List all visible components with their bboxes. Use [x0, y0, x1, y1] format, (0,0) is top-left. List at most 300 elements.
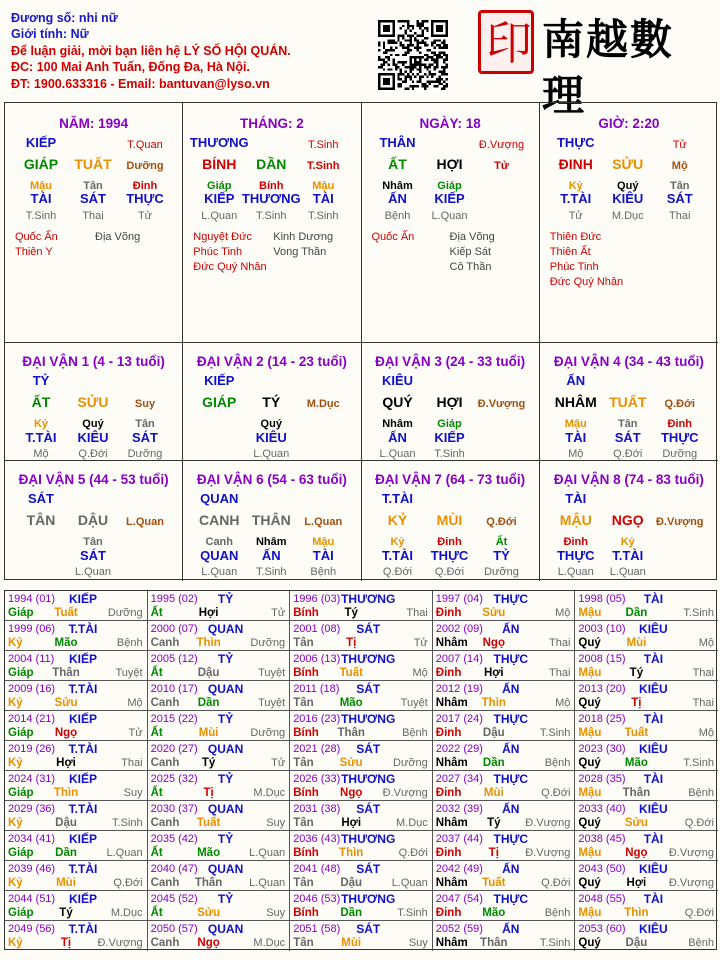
chart-grid [4, 102, 717, 580]
year-cell [148, 591, 291, 621]
dv-branch: TUẤT [609, 394, 647, 410]
dv-god: T.TÀI [381, 491, 414, 506]
year-age: 2052 (59) [435, 923, 483, 935]
heavenly-stem: GIÁP [23, 156, 59, 172]
year-stem: Giáp [8, 607, 34, 619]
year-age: 1996 (03) [293, 593, 341, 605]
dai-van-title: ĐẠI VẬN 4 (34 - 43 tuổi) [553, 354, 704, 369]
earthly-branch: SỬU [612, 156, 644, 172]
year-age: 2041 (48) [293, 863, 341, 875]
hidden-stem: Quý [617, 180, 639, 192]
dv-god: QUAN [200, 491, 239, 506]
year-age: 2027 (34) [435, 773, 483, 785]
year-age: 2049 (56) [8, 923, 56, 935]
year-god: KIẾP [68, 592, 98, 606]
year-god: THỰC [493, 772, 529, 786]
dv-hidden-god: ẤN [261, 548, 281, 563]
dv-hidden-god: SÁT [80, 548, 106, 563]
year-branch: Sửu [482, 607, 506, 619]
dai-van-1 [5, 343, 183, 461]
year-god: QUAN [207, 742, 244, 756]
dv-hidden-stem: Tân [617, 418, 638, 430]
year-state: Q.Đới [113, 877, 143, 889]
year-branch: Dậu [625, 937, 648, 949]
dv-state: Q.Đới [664, 398, 695, 410]
year-god: TỶ [217, 772, 234, 786]
year-stem: Đinh [435, 667, 462, 679]
dv-state: M.Dục [306, 398, 340, 410]
year-state: L.Quan [249, 847, 286, 859]
year-god: TỶ [217, 652, 234, 666]
year-age: 2029 (36) [8, 803, 56, 815]
year-state: Thai [406, 607, 428, 619]
year-state: Q.Đới [684, 817, 714, 829]
year-god: ẤN [502, 622, 520, 636]
dai-van-title: ĐẠI VẬN 2 (14 - 23 tuổi) [196, 354, 347, 369]
year-state: Bệnh [402, 727, 428, 739]
year-branch: Tuất [339, 667, 363, 679]
year-cell [290, 651, 433, 681]
year-branch: Mão [339, 697, 363, 709]
year-branch: Thân [52, 667, 80, 679]
year-stem: Giáp [8, 907, 34, 919]
year-branch: Dậu [482, 727, 505, 739]
dv-hidden-god: ẤN [388, 430, 407, 445]
hidden-state: Thai [82, 210, 104, 222]
year-branch: Thìn [196, 637, 221, 649]
year-branch: Mùi [341, 937, 362, 949]
hidden-god: SÁT [80, 191, 106, 206]
dv-god: TÀI [565, 491, 587, 506]
year-branch: Tị [60, 937, 72, 949]
year-cell [290, 891, 433, 921]
dv-hidden-state: T.Sinh [434, 448, 465, 460]
year-branch: Dần [340, 907, 363, 919]
year-stem: Mậu [578, 667, 602, 679]
hidden-state: Tử [568, 210, 583, 222]
top-state: T.Quan [127, 139, 163, 151]
dv-hidden-stem: Quý [260, 418, 282, 430]
year-cell [5, 621, 148, 651]
dv-hidden-god: KIẾP [434, 430, 465, 445]
year-god: QUAN [207, 862, 244, 876]
dai-van-7 [362, 461, 540, 581]
year-state: Thai [548, 637, 571, 649]
stem-state: Mộ [671, 160, 688, 172]
dv-hidden-state: Q.Đới [382, 566, 413, 578]
year-branch: Ngọ [340, 787, 363, 799]
hidden-god: ẤN [388, 191, 407, 206]
year-stem: Canh [150, 937, 180, 949]
year-god: TÀI [643, 592, 664, 606]
year-branch: Tuất [624, 727, 649, 739]
dv-hidden-state: Dưỡng [484, 566, 519, 578]
year-age: 2018 (25) [578, 713, 626, 725]
year-age: 2031 (38) [293, 803, 341, 815]
year-stem: Bính [293, 607, 319, 619]
year-branch: Hợi [198, 607, 219, 619]
star-right: Cô Thần [449, 261, 492, 273]
dv-hidden-stem: Tân [135, 418, 155, 430]
year-stem: Mậu [578, 907, 602, 919]
year-cell [433, 831, 576, 861]
dv-hidden-god: THỰC [430, 548, 469, 563]
dv-hidden-stem: Ất [495, 536, 508, 548]
dv-hidden-state: L.Quan [557, 566, 594, 578]
star-left: Thiên Ất [549, 246, 591, 258]
hidden-god: SÁT [666, 191, 693, 206]
year-state: Thai [548, 667, 571, 679]
year-state: Dưỡng [250, 637, 286, 649]
hidden-stem: Nhâm [382, 180, 413, 192]
year-branch: Dần [55, 847, 77, 859]
year-age: 2002 (09) [435, 623, 483, 635]
year-god: SÁT [356, 922, 381, 936]
year-state: T.Sinh [112, 817, 143, 829]
year-cell [5, 651, 148, 681]
yearly-table [4, 590, 717, 950]
year-god: ẤN [502, 742, 520, 756]
year-branch: Dậu [55, 817, 77, 829]
year-god: TÀI [643, 652, 664, 666]
year-stem: Mậu [578, 607, 602, 619]
year-branch: Mùi [626, 637, 647, 649]
year-stem: Kỷ [8, 937, 23, 949]
hidden-god: TÀI [312, 191, 334, 206]
year-state: M.Dục [110, 907, 143, 919]
year-age: 2008 (15) [578, 653, 626, 665]
year-cell [290, 861, 433, 891]
year-cell [433, 711, 576, 741]
year-age: 2016 (23) [293, 713, 341, 725]
dv-hidden-state: Mộ [568, 448, 584, 460]
year-cell [575, 651, 718, 681]
hidden-state: Thai [669, 210, 691, 222]
year-branch: Thìn [339, 847, 364, 859]
year-cell [433, 651, 576, 681]
year-god: KIẾP [68, 892, 98, 906]
year-state: Mộ [555, 697, 571, 709]
year-state: Đ.Vượng [668, 847, 714, 859]
year-state: L.Quan [391, 877, 428, 889]
year-cell [290, 681, 433, 711]
year-age: 2015 (22) [150, 713, 198, 725]
year-stem: Nhâm [435, 757, 468, 769]
year-god: TÀI [643, 892, 664, 906]
dv-stem: NHÂM [554, 394, 597, 410]
dv-hidden-state: L.Quan [74, 566, 112, 578]
year-stem: Nhâm [435, 817, 468, 829]
dv-hidden-god: T.TÀI [25, 430, 57, 445]
dai-van-6 [183, 461, 361, 581]
year-god: KIẾP [68, 832, 98, 846]
year-stem: Ất [150, 847, 163, 859]
year-age: 2039 (46) [8, 863, 56, 875]
year-age: 2028 (35) [578, 773, 626, 785]
year-branch: Mùi [198, 727, 219, 739]
year-god: QUAN [207, 682, 244, 696]
year-cell [290, 711, 433, 741]
year-branch: Dậu [197, 667, 220, 679]
dv-state: L.Quan [304, 516, 343, 528]
year-god: KIẾP [68, 772, 98, 786]
year-state: Tuyệt [115, 667, 143, 679]
year-state: Suy [408, 937, 428, 949]
year-stem: Đinh [435, 727, 462, 739]
year-cell [290, 831, 433, 861]
year-cell [433, 801, 576, 831]
dv-hidden-state: Q.Đới [613, 448, 643, 460]
year-age: 2000 (07) [150, 623, 198, 635]
dai-van-title: ĐẠI VẬN 5 (44 - 53 tuổi) [18, 472, 169, 487]
year-stem: Mậu [578, 787, 602, 799]
year-stem: Kỷ [8, 757, 23, 769]
dv-hidden-god: QUAN [200, 548, 239, 563]
earthly-branch: DẦN [256, 156, 287, 172]
hidden-god: KIÊU [612, 191, 644, 206]
year-stem: Bính [293, 847, 319, 859]
year-state: Bệnh [688, 787, 714, 799]
year-cell [433, 921, 576, 951]
year-cell [5, 801, 148, 831]
hidden-state: T.Sinh [307, 210, 339, 222]
year-age: 2038 (45) [578, 833, 626, 845]
year-cell [575, 921, 718, 951]
year-stem: Kỷ [8, 817, 23, 829]
year-cell [575, 741, 718, 771]
year-age: 2021 (28) [293, 743, 341, 755]
year-god: TỶ [217, 892, 234, 906]
dv-hidden-stem: Đinh [667, 418, 692, 430]
pillar-3 [362, 103, 540, 343]
year-state: Mộ [698, 637, 714, 649]
dai-van-title: ĐẠI VẬN 8 (74 - 83 tuổi) [553, 472, 704, 487]
year-god: TỶ [217, 832, 234, 846]
year-cell [5, 771, 148, 801]
year-god: ẤN [502, 862, 520, 876]
stem-state: T.Sinh [307, 160, 340, 172]
year-state: Tử [413, 637, 428, 649]
year-branch: Hợi [626, 877, 647, 889]
year-cell [148, 921, 291, 951]
year-branch: Mão [54, 637, 78, 649]
dv-stem: CANH [199, 512, 240, 528]
year-god: SÁT [356, 742, 381, 756]
year-branch: Mùi [483, 787, 504, 799]
dv-hidden-god: THỰC [556, 548, 595, 563]
year-branch: Dần [625, 607, 648, 619]
year-cell [290, 801, 433, 831]
year-stem: Ất [150, 907, 163, 919]
dv-hidden-stem: Đinh [563, 536, 588, 548]
pillar-4 [540, 103, 718, 343]
year-age: 2012 (19) [435, 683, 483, 695]
year-stem: Quý [578, 937, 601, 949]
year-state: Q.Đới [398, 847, 428, 859]
star-right: Kiếp Sát [449, 246, 492, 258]
top-god: THÂN [379, 135, 416, 150]
qr-code-icon[interactable] [378, 20, 448, 90]
year-state: L.Quan [106, 847, 143, 859]
year-cell [5, 861, 148, 891]
dv-hidden-stem: Kỷ [390, 536, 405, 548]
dv-god: TỶ [32, 373, 50, 388]
year-branch: Sửu [54, 697, 78, 709]
year-state: T.Sinh [539, 727, 571, 739]
year-branch: Tị [346, 637, 357, 649]
hidden-state: Bệnh [384, 210, 411, 222]
year-age: 2014 (21) [8, 713, 56, 725]
year-branch: Hợi [341, 817, 362, 829]
year-branch: Thân [337, 727, 365, 739]
year-cell [290, 621, 433, 651]
year-god: ẤN [502, 802, 520, 816]
year-god: ẤN [502, 682, 520, 696]
dv-god: ẤN [566, 373, 586, 388]
year-stem: Giáp [8, 787, 34, 799]
dv-hidden-god: SÁT [614, 430, 641, 445]
year-age: 2046 (53) [293, 893, 341, 905]
hidden-god: TÀI [30, 191, 52, 206]
dai-van-5 [5, 461, 183, 581]
gender: Giới tính: Nữ [11, 27, 89, 42]
dv-stem: GIÁP [202, 394, 237, 410]
year-stem: Giáp [8, 727, 34, 739]
year-state: Mộ [127, 697, 143, 709]
year-god: T.TÀI [68, 742, 98, 756]
year-state: T.Sinh [683, 607, 714, 619]
year-age: 2003 (10) [578, 623, 626, 635]
year-age: 1998 (05) [578, 593, 626, 605]
dv-stem: MẬU [559, 512, 592, 528]
year-god: TỶ [217, 712, 234, 726]
year-age: 2020 (27) [150, 743, 198, 755]
dv-hidden-god: KIÊU [77, 430, 109, 445]
year-branch: Dậu [340, 877, 363, 889]
year-branch: Tý [629, 667, 644, 679]
year-stem: Canh [150, 817, 180, 829]
year-state: Tử [271, 757, 286, 769]
year-god: SÁT [356, 862, 381, 876]
year-age: 2032 (39) [435, 803, 483, 815]
dv-state: Suy [134, 398, 156, 410]
year-state: Dưỡng [250, 727, 286, 739]
year-cell [433, 771, 576, 801]
year-god: ẤN [502, 922, 520, 936]
year-stem: Đinh [435, 607, 462, 619]
year-god: KIÊU [639, 682, 668, 696]
year-god: QUAN [207, 922, 244, 936]
dv-stem: ẤT [31, 394, 51, 410]
top-state: Tử [672, 139, 687, 151]
year-god: KIẾP [68, 712, 98, 726]
year-stem: Kỷ [8, 637, 23, 649]
year-god: KIÊU [639, 622, 668, 636]
top-god: THƯƠNG [189, 135, 249, 150]
year-cell [5, 591, 148, 621]
year-cell [5, 681, 148, 711]
star-left: Thiên Y [15, 246, 53, 258]
hidden-stem: Bính [259, 180, 284, 192]
year-state: M.Dục [253, 787, 286, 799]
year-age: 2005 (12) [150, 653, 198, 665]
year-cell [148, 651, 291, 681]
dv-branch: TÝ [262, 394, 281, 410]
dv-hidden-stem: Quý [82, 418, 104, 430]
year-god: KIÊU [639, 802, 668, 816]
year-god: T.TÀI [68, 622, 98, 636]
year-state: Q.Đới [541, 877, 571, 889]
year-age: 2009 (16) [8, 683, 56, 695]
year-branch: Tuất [196, 817, 221, 829]
year-god: THƯƠNG [341, 832, 396, 846]
dai-van-2 [183, 343, 361, 461]
year-age: 1995 (02) [150, 593, 198, 605]
year-age: 2034 (41) [8, 833, 56, 845]
contact-line: Để luận giải, mời bạn liên hệ LÝ SỐ HỘI QUÁN. [11, 43, 291, 58]
year-god: KIÊU [639, 862, 668, 876]
year-branch: Dần [482, 757, 505, 769]
hidden-stem: Giáp [437, 180, 462, 192]
year-cell [575, 711, 718, 741]
year-god: SÁT [356, 802, 381, 816]
year-state: T.Sinh [397, 907, 428, 919]
dv-hidden-stem: Canh [205, 536, 233, 548]
dv-hidden-stem: Kỷ [620, 536, 635, 548]
year-cell [433, 621, 576, 651]
year-cell [290, 921, 433, 951]
year-state: L.Quan [249, 877, 286, 889]
year-stem: Ất [150, 667, 163, 679]
year-stem: Tân [293, 877, 314, 889]
top-state: Đ.Vượng [478, 139, 525, 151]
year-cell [575, 771, 718, 801]
year-branch: Thân [480, 937, 508, 949]
dv-hidden-stem: Đinh [437, 536, 462, 548]
year-age: 2030 (37) [150, 803, 198, 815]
dai-van-8 [540, 461, 718, 581]
year-age: 2007 (14) [435, 653, 483, 665]
year-state: Đ.Vượng [525, 817, 571, 829]
year-cell [148, 741, 291, 771]
year-age: 2048 (55) [578, 893, 626, 905]
year-stem: Bính [293, 667, 319, 679]
hidden-god: KIẾP [434, 191, 465, 206]
hidden-god: THƯƠNG [241, 191, 301, 206]
year-cell [290, 741, 433, 771]
hidden-state: L.Quan [201, 210, 238, 222]
year-branch: Sửu [624, 817, 648, 829]
year-stem: Tân [293, 937, 314, 949]
hidden-stem: Tân [83, 180, 103, 192]
year-branch: Hợi [483, 667, 504, 679]
pillar-1 [5, 103, 183, 343]
dv-god: KIẾP [204, 373, 235, 388]
dai-van-title: ĐẠI VẬN 1 (4 - 13 tuổi) [22, 354, 165, 369]
dv-hidden-state: Mộ [33, 448, 49, 460]
dv-hidden-stem: Tân [83, 536, 103, 548]
year-state: Bệnh [544, 757, 571, 769]
pillar-title: GIỜ: 2:20 [598, 116, 660, 131]
dv-hidden-state: Q.Đới [78, 448, 108, 460]
year-cell [433, 681, 576, 711]
year-branch: Tuất [54, 607, 78, 619]
year-god: SÁT [356, 622, 381, 636]
year-branch: Thìn [53, 787, 79, 799]
year-god: SÁT [356, 682, 381, 696]
year-branch: Thân [194, 877, 223, 889]
year-state: Bệnh [116, 637, 143, 649]
